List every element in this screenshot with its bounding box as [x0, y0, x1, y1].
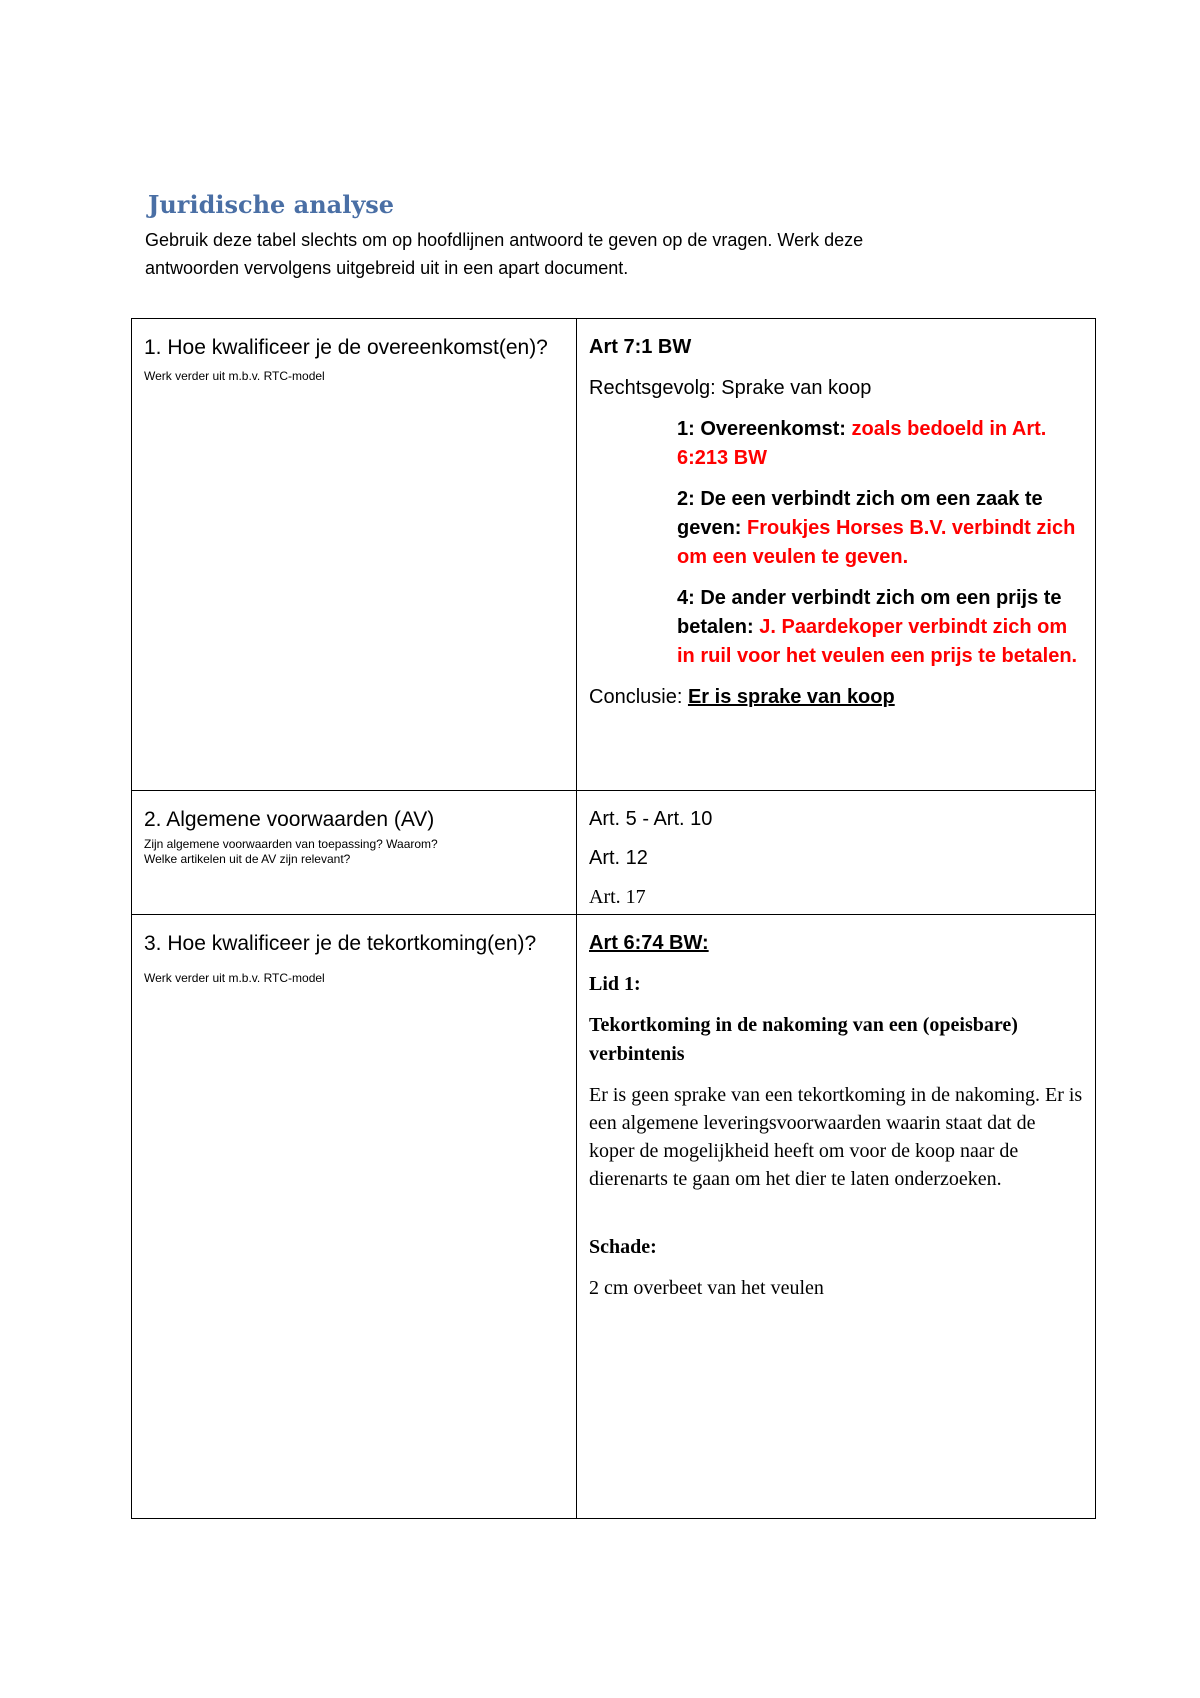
lid-label: Lid 1:	[589, 973, 641, 995]
question-note: Werk verder uit m.b.v. RTC-model	[144, 369, 325, 383]
condition-value: zoals bedoeld in Art. 6:213 BW	[677, 418, 1047, 469]
condition-value: J. Paardekoper verbindt zich om in ruil voor het veulen een prijs te betalen.	[677, 616, 1078, 667]
article-ref: Art 6:74 BW:	[589, 932, 709, 954]
condition-item	[677, 584, 1083, 671]
article-ref: Art. 5 - Art. 10	[589, 808, 713, 830]
question-text: 2. Algemene voorwaarden (AV)	[144, 808, 435, 831]
page-title: Juridische analyse	[148, 190, 395, 219]
analysis-table	[131, 318, 1096, 1519]
intro-line: antwoorden vervolgens uitgebreid uit in een apart document.	[145, 258, 629, 278]
question-note: Werk verder uit m.b.v. RTC-model	[144, 971, 325, 985]
question-note: Zijn algemene voorwaarden van toepassing? Waarom?	[144, 837, 438, 851]
condition-item	[677, 415, 1083, 473]
question-cell	[132, 319, 577, 791]
conclusion-label: Conclusie:	[589, 686, 683, 708]
condition-label: 2: De een verbindt zich om een zaak te geven:	[677, 488, 1043, 539]
intro-line: Gebruik deze tabel slechts om op hoofdlijnen antwoord te geven op de vragen. Werk deze	[145, 230, 864, 250]
table-row-general-conditions	[132, 791, 1096, 915]
question-text: 3. Hoe kwalificeer je de tekortkoming(en)?	[144, 932, 537, 955]
table-row-qualification	[132, 319, 1096, 791]
question-note: Welke artikelen uit de AV zijn relevant?	[144, 852, 351, 866]
damage-text: 2 cm overbeet van het veulen	[589, 1277, 824, 1299]
article-ref: Art 7:1 BW	[589, 336, 692, 358]
question-text: 1. Hoe kwalificeer je de overeenkomst(en)?	[144, 336, 548, 359]
damage-label: Schade:	[589, 1236, 657, 1258]
question-cell	[132, 791, 577, 915]
article-ref: Art. 12	[589, 847, 648, 869]
answer-cell	[577, 915, 1096, 1519]
legal-effect: Rechtsgevolg: Sprake van koop	[589, 377, 872, 399]
subheading: Tekortkoming in de nakoming van een (opeisbare) verbintenis	[589, 1014, 1018, 1065]
intro-text	[145, 226, 1025, 282]
answer-cell	[577, 319, 1096, 791]
table-row-shortcoming	[132, 915, 1096, 1519]
answer-cell	[577, 791, 1096, 915]
conclusion-value: Er is sprake van koop	[687, 686, 895, 708]
conclusion	[589, 683, 1083, 712]
condition-item	[677, 485, 1083, 572]
article-ref: Art. 17	[589, 886, 646, 908]
condition-label: 1: Overeenkomst:	[677, 418, 846, 440]
condition-label: 4: De ander verbindt zich om een prijs te betalen:	[677, 587, 1062, 638]
condition-value: Froukjes Horses B.V. verbindt zich om een veulen te geven.	[677, 517, 1076, 568]
question-cell	[132, 915, 577, 1519]
explanation-text: Er is geen sprake van een tekortkoming in de nakoming. Er is een algemene leveringsvoorwaarden waarin staat dat de koper de mogelijkheid heeft om voor de koop naar de dierenarts te gaan om het dier te laten onderzoeken.	[589, 1084, 1083, 1190]
